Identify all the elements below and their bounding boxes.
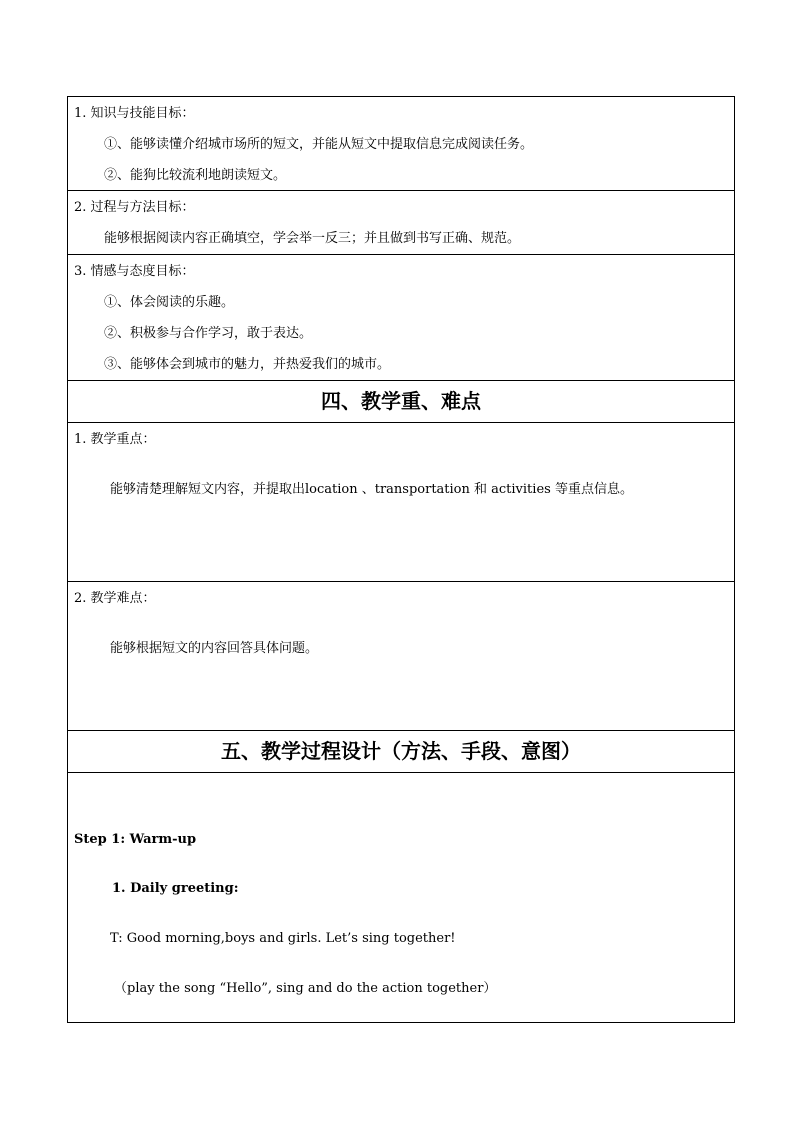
knowledge-goal-item: ②、能狗比较流利地朗读短文。 [104,168,287,183]
knowledge-goals-title: 1. 知识与技能目标： [74,106,195,121]
emotion-goal-item: ①、体会阅读的乐趣。 [104,295,235,310]
knowledge-goal-item: ①、能够读懂介绍城市场所的短文，并能从短文中提取信息完成阅读任务。 [104,137,534,152]
difficulty-text: 能够根据短文的内容回答具体问题。 [110,641,319,656]
difficulty-cell [68,582,734,731]
step-title: Step 1: Warm-up [74,832,197,847]
emotion-goal-item: ②、积极参与合作学习，敢于表达。 [104,326,313,341]
daily-greeting-title: 1. Daily greeting: [112,881,239,896]
difficulty-title: 2. 教学难点： [74,591,156,606]
teacher-line: T: Good morning,boys and girls. Let’s sing together! [110,931,456,946]
section-four-heading: 四、教学重、难点 [68,381,734,423]
teaching-process-cell [68,773,734,1022]
section-five-heading: 五、教学过程设计（方法、手段、意图） [68,731,734,773]
emotion-goals-title: 3. 情感与态度目标： [74,264,195,279]
activity-note: （play the song “Hello”, sing and do the action together） [114,981,497,996]
key-point-cell [68,423,734,582]
process-goals-cell [68,191,734,255]
process-goals-title: 2. 过程与方法目标： [74,200,195,215]
knowledge-goals-cell [68,97,734,191]
key-point-title: 1. 教学重点： [74,432,156,447]
key-point-text: 能够清楚理解短文内容，并提取出location 、transportation 和 activities 等重点信息。 [110,482,633,497]
emotion-goal-item: ③、能够体会到城市的魅力，并热爱我们的城市。 [104,357,391,372]
lesson-plan-table [67,96,735,1023]
process-goal-item: 能够根据阅读内容正确填空，学会举一反三；并且做到书写正确、规范。 [104,231,521,246]
emotion-goals-cell [68,255,734,381]
